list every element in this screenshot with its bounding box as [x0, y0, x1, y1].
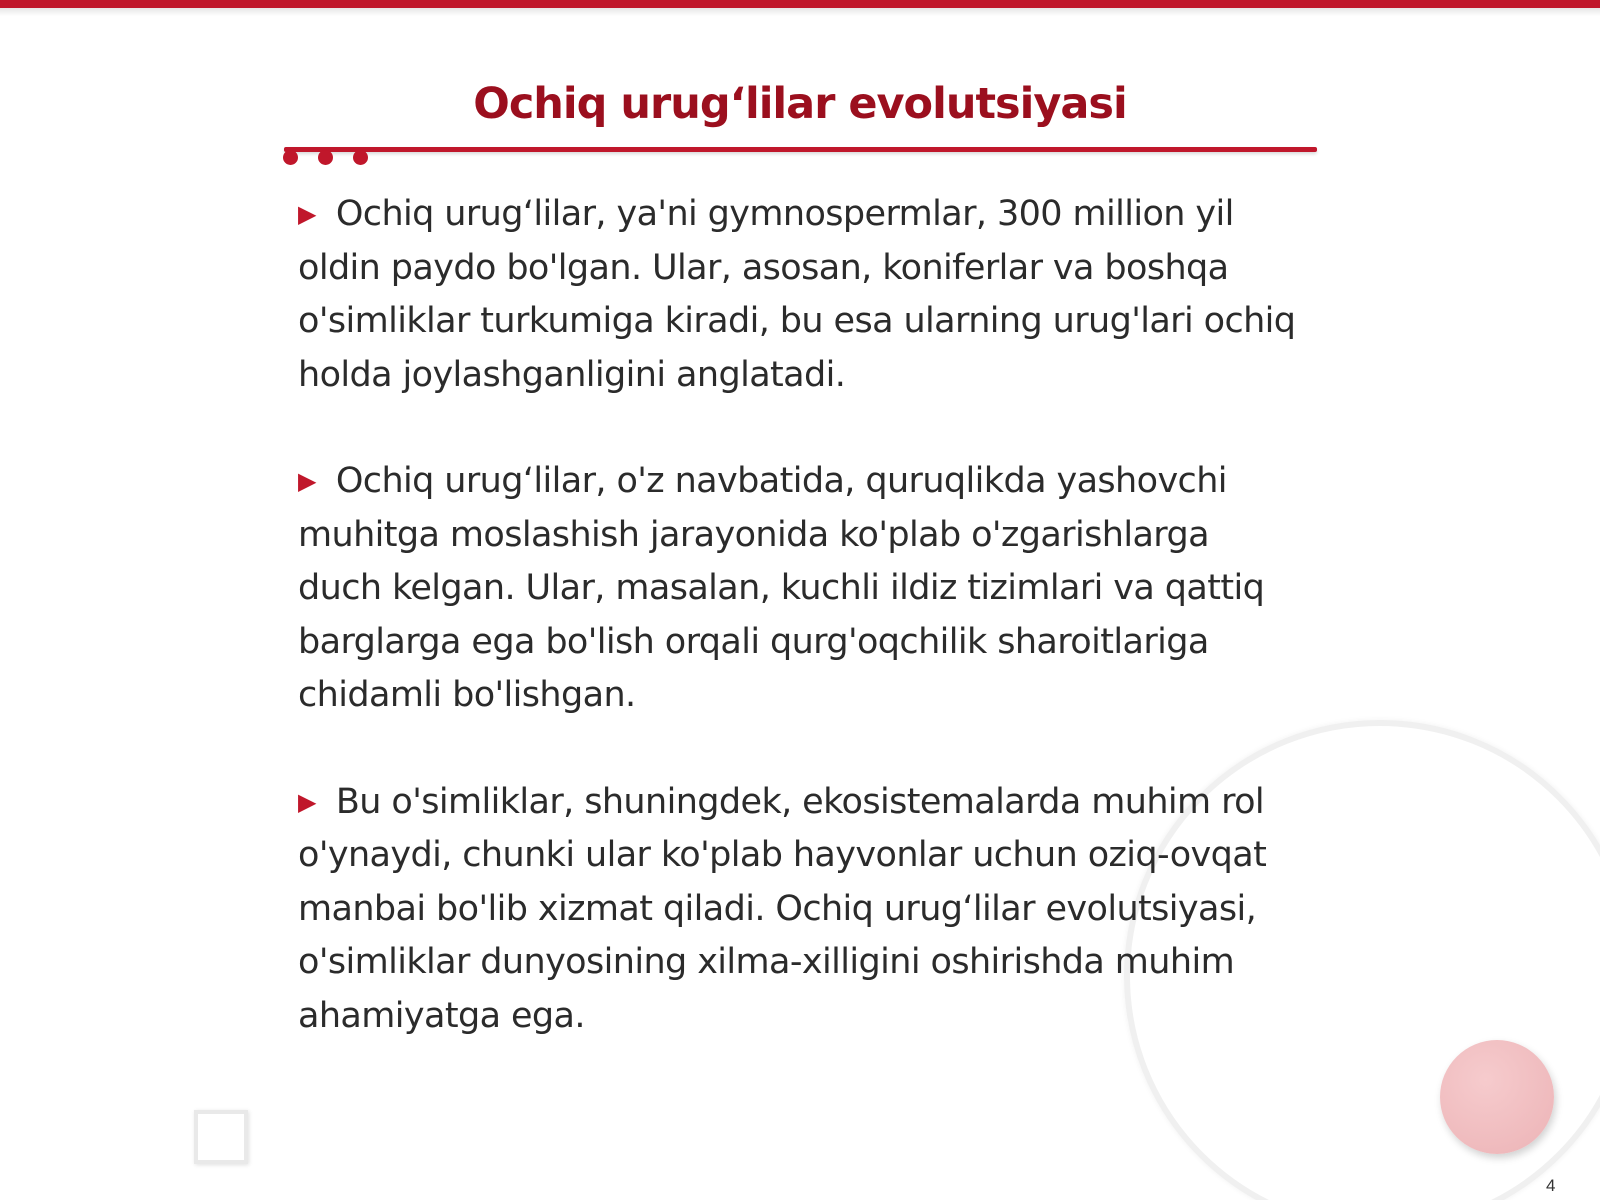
bullet-paragraph: [298, 776, 1298, 1044]
paragraph-text: Ochiq urug‘lilar, o'z navbatida, quruqlikda yashovchi muhitga moslashish jarayonida ko'plab o'zgarishlarga duch kelgan. Ular, masalan, kuchli ildiz tizimlari va qattiq barglarga ega bo'lish orqali qurg'oqchilik sharoitlariga chidamli bo'lishgan.: [298, 461, 1265, 715]
decor-square: [194, 1110, 248, 1164]
decor-dot: [283, 150, 298, 165]
triangle-right-icon: ▶: [298, 467, 316, 495]
title-underline: [284, 147, 1317, 152]
triangle-right-icon: ▶: [298, 787, 316, 816]
bullet-paragraph: [298, 188, 1298, 402]
top-bar-shadow: [0, 8, 1600, 16]
top-accent-bar: [0, 0, 1600, 8]
bullet-paragraph: [298, 455, 1298, 723]
bullet-list: [298, 188, 1298, 1043]
slide-title: Ochiq urug‘lilar evolutsiyasi: [473, 79, 1127, 129]
page-number: 4: [1546, 1176, 1556, 1195]
decor-pink-circle: [1440, 1040, 1554, 1154]
paragraph-text: Bu o'simliklar, shuningdek, ekosistemalarda muhim rol o'ynaydi, chunki ular ko'plab hayvonlar uchun oziq-ovqat manbai bo'lib xizmat qiladi. Ochiq urug‘lilar evolutsiyasi, o'simliklar dunyosining xilma-xilligini oshirishda muhim ahamiyatga ega.: [298, 781, 1267, 1036]
decor-dot: [318, 150, 333, 165]
decor-dot: [353, 150, 368, 165]
paragraph-text: Ochiq urug‘lilar, ya'ni gymnospermlar, 300 million yil oldin paydo bo'lgan. Ular, asosan, koniferlar va boshqa o'simliklar turkumiga kiradi, bu esa ularning urug'lari ochiq holda joylashganligini anglatadi.: [298, 194, 1296, 395]
triangle-right-icon: ▶: [298, 200, 316, 228]
